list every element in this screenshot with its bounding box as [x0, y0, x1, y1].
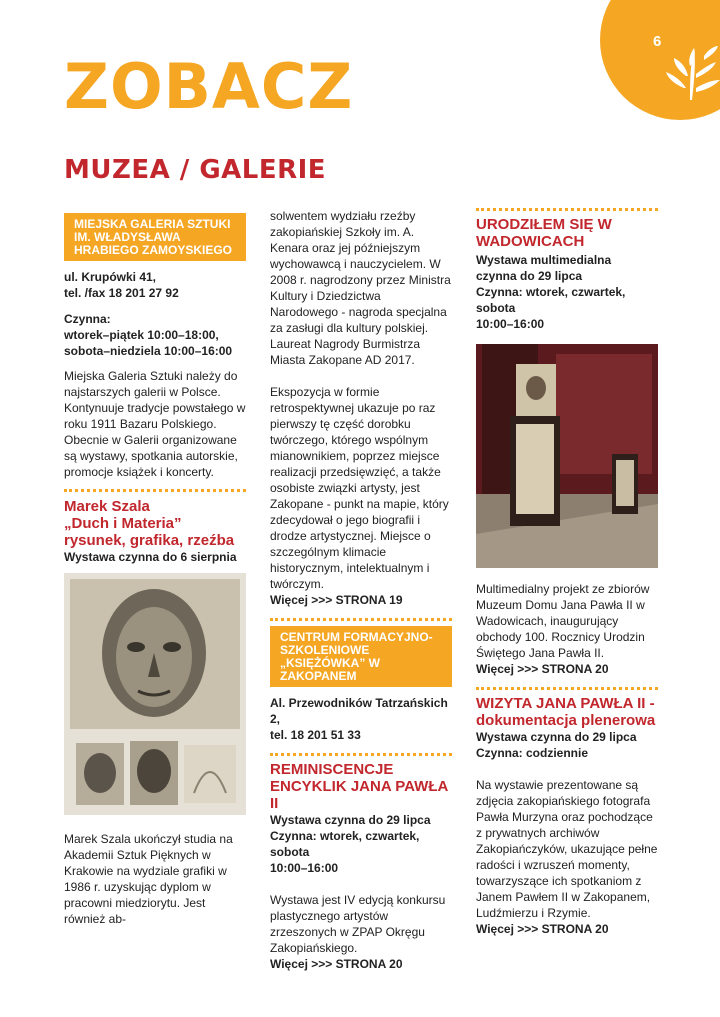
dotted-divider: [64, 489, 246, 492]
venue-phone: tel. 18 201 51 33: [270, 728, 361, 742]
hours-weekend: sobota–niedziela 10:00–16:00: [64, 344, 233, 358]
hours-weekday: wtorek–piątek 10:00–18:00,: [64, 328, 219, 342]
event-note: Wystawa czynna do 6 sierpnia: [64, 550, 237, 564]
event-hours: Czynna: codziennie: [476, 746, 589, 760]
event-hours-days: Czynna: wtorek, czwartek, sobota: [270, 829, 420, 859]
more-link-page-20[interactable]: Więcej >>> STRONA 20: [476, 662, 609, 676]
event-hours-time: 10:00–16:00: [270, 861, 339, 875]
venue-address: ul. Krupówki 41,: [64, 270, 157, 284]
event-hours-time: 10:00–16:00: [476, 317, 545, 331]
dotted-divider: [270, 618, 452, 621]
column-1: [64, 208, 246, 927]
venue-box-centrum: CENTRUM FORMACYJNO-SZKOLENIOWE „KSIĘŻÓWKA” W ZAKOPANEM: [270, 626, 452, 687]
event-type: Wystawa multimedialna: [476, 253, 612, 267]
event-description: Na wystawie prezentowane są zdjęcia zakopiańskiego fotografa Pawła Murzyna oraz pochodzące z prywatnych archiwów Zakopiańczyków, ukazujące pełne radości i wzruszeń momenty, towarzyszące ich spotkaniom z Janem Pawłem II w Zakopanem, Ludźmierzu i Rzymie.: [476, 778, 658, 920]
artwork-photo: [64, 573, 246, 815]
event-title: WIZYTA JANA PAWŁA II - dokumentacja plenerowa: [476, 695, 656, 729]
section-title: MUZEA / GALERIE: [64, 155, 327, 185]
venue-address: Al. Przewodników Tatrzańskich 2,: [270, 696, 448, 726]
column-3: [476, 208, 658, 937]
event-title: URODZIŁEM SIĘ W WADOWICACH: [476, 216, 612, 250]
exhibition-description: Ekspozycja w formie retrospektywnej ukazuje po raz pierwszy tę część dorobku twórczego, którego wspólnym mianownikiem, poprzez miejsce realizacji przedsięwzięć, a także osobiste związki artysty, jest Zakopane - punkt na mapie, który zdecydował o jego biografii i drodze artystycznej. Miejsce o szczególnym klimacie historycznym, intelektualnym i twórczym.: [270, 385, 449, 591]
event-title-line-2: „Duch i Materia”: [64, 515, 182, 532]
hours-label: Czynna:: [64, 312, 111, 326]
event-note: czynna do 29 lipca: [476, 269, 583, 283]
column-2: [270, 208, 452, 972]
page-number: 6: [653, 33, 662, 50]
page-title: ZOBACZ: [64, 50, 354, 123]
event-title: REMINISCENCJE ENCYKLIK JANA PAWŁA II: [270, 761, 448, 812]
venue-box-gallery: MIEJSKA GALERIA SZTUKI IM. WŁADYSŁAWA HRABIEGO ZAMOYSKIEGO: [64, 213, 246, 261]
more-link-page-20[interactable]: Więcej >>> STRONA 20: [270, 957, 403, 971]
venue-phone: tel. /fax 18 201 27 92: [64, 286, 179, 300]
event-title-line-1: Marek Szala: [64, 498, 150, 515]
event-description: Multimedialny projekt ze zbiorów Muzeum Domu Jana Pawła II w Wadowicach, inaugurujący obchody 100. Rocznicy Urodzin Świętego Jana Pawła II.: [476, 582, 650, 660]
artist-bio-continued: solwentem wydziału rzeźby zakopiańskiej Szkoły im. A. Kenara oraz jej późniejszym wychowawcą i nauczycielem. W 2008 r. nagrodzony przez Ministra Kultury i Dziedzictwa Narodowego - nagroda specjalna za zasługi dla kultury polskiej. Laureat Nagrody Burmistrza Miasta Zakopane AD 2017.: [270, 209, 451, 367]
event-title-line-3: rysunek, grafika, rzeźba: [64, 532, 235, 549]
more-link-page-19[interactable]: Więcej >>> STRONA 19: [270, 593, 403, 607]
event-description: Wystawa jest IV edycją konkursu plastycznego artystów zrzeszonych w ZPAP Okręgu Zakopiańskiego.: [270, 893, 446, 955]
event-hours-days: Czynna: wtorek, czwartek, sobota: [476, 285, 626, 315]
artist-bio: Marek Szala ukończył studia na Akademii Sztuk Pięknych w Krakowie na wydziale grafiki w 1986 r. uzyskując dyplom w pracowni miedziorytu. Jest również ab-: [64, 832, 233, 926]
venue-description: Miejska Galeria Sztuki należy do najstarszych galerii w Polsce. Kontynuuje tradycje powstałego w roku 1911 Bazaru Polskiego. Obecnie w Galerii organizowane są wystawy, spotkania autorskie, promocje książek i koncerty.: [64, 369, 246, 479]
more-link-page-20[interactable]: Więcej >>> STRONA 20: [476, 922, 609, 936]
event-note: Wystawa czynna do 29 lipca: [270, 813, 431, 827]
dotted-divider: [476, 208, 658, 211]
dotted-divider: [476, 687, 658, 690]
exhibition-photo: [476, 344, 658, 568]
event-note: Wystawa czynna do 29 lipca: [476, 730, 637, 744]
dotted-divider: [270, 753, 452, 756]
wheat-icon: [660, 36, 720, 102]
